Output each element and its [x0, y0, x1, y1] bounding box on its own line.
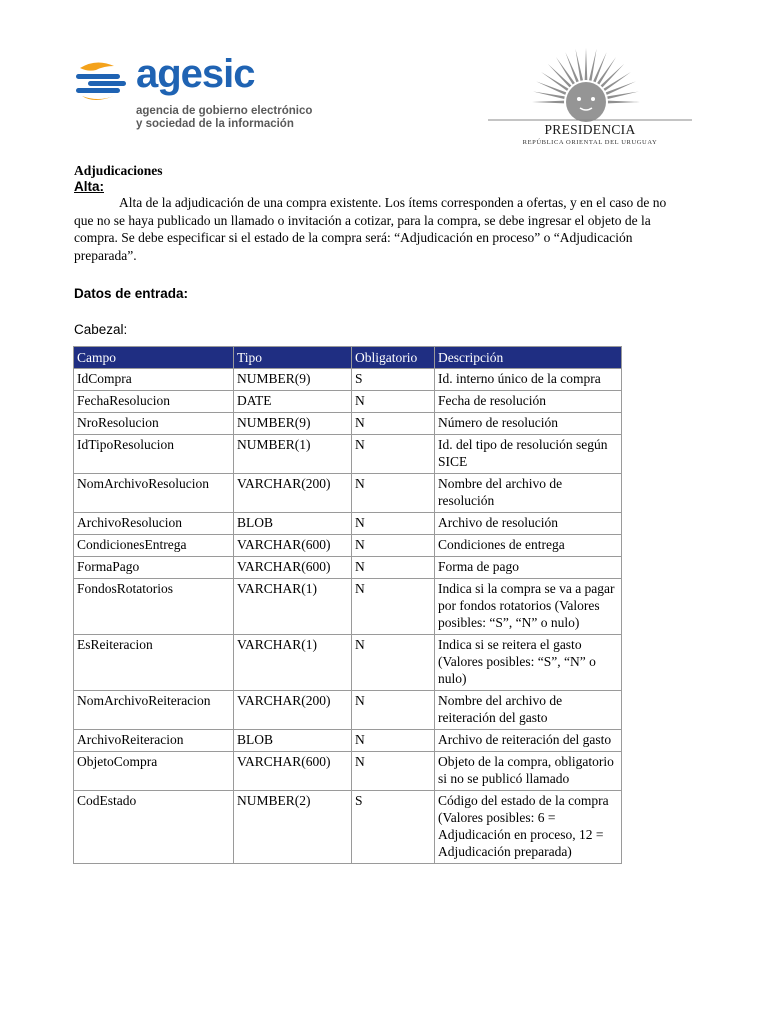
cell-tipo: VARCHAR(1) — [234, 635, 352, 691]
cell-obligatorio: N — [352, 635, 435, 691]
cell-campo: NomArchivoResolucion — [74, 474, 234, 513]
agesic-tagline-line1: agencia de gobierno electrónico — [136, 105, 313, 117]
cell-tipo: VARCHAR(200) — [234, 474, 352, 513]
cell-obligatorio: N — [352, 752, 435, 791]
cell-descripcion: Objeto de la compra, obligatorio si no se publicó llamado — [435, 752, 622, 791]
cell-tipo: NUMBER(2) — [234, 791, 352, 864]
agesic-logo — [74, 52, 324, 136]
cell-obligatorio: N — [352, 691, 435, 730]
table-body — [74, 369, 622, 864]
cell-descripcion: Indica si se reitera el gasto (Valores posibles: “S”, “N” o nulo) — [435, 635, 622, 691]
table-row — [74, 635, 622, 691]
table-row — [74, 391, 622, 413]
presidencia-subtitle: REPÚBLICA ORIENTAL DEL URUGUAY — [522, 139, 658, 146]
document-title: Adjudicaciones — [74, 163, 163, 178]
cell-obligatorio: N — [352, 535, 435, 557]
table-row — [74, 730, 622, 752]
cell-campo: FormaPago — [74, 557, 234, 579]
cell-descripcion: Condiciones de entrega — [435, 535, 622, 557]
cell-descripcion: Código del estado de la compra (Valores posibles: 6 = Adjudicación en proceso, 12 = Adjudicación preparada) — [435, 791, 622, 864]
column-header-tipo: Tipo — [234, 347, 352, 369]
table-row — [74, 691, 622, 730]
cell-descripcion: Número de resolución — [435, 413, 622, 435]
cell-tipo: NUMBER(9) — [234, 369, 352, 391]
cell-campo: CondicionesEntrega — [74, 535, 234, 557]
cell-obligatorio: N — [352, 730, 435, 752]
intro-paragraph: Alta de la adjudicación de una compra existente. Los ítems corresponden a ofertas, y en el caso de no que no se haya publicado un llamado o invitación a cotizar, para la compra, se debe ingresar el objeto de la compra. Se debe especificar si el estado de la compra será: “Adjudicación en proceso” o “Adjudicación preparada”. — [74, 195, 667, 263]
table-caption: Cabezal: — [74, 322, 128, 337]
table-row — [74, 557, 622, 579]
cell-campo: NroResolucion — [74, 413, 234, 435]
cell-obligatorio: S — [352, 369, 435, 391]
sun-emblem-icon — [486, 44, 694, 122]
column-header-descripcion: Descripción — [435, 347, 622, 369]
cell-tipo: VARCHAR(600) — [234, 557, 352, 579]
cell-campo: IdTipoResolucion — [74, 435, 234, 474]
cell-campo: IdCompra — [74, 369, 234, 391]
cell-tipo: VARCHAR(600) — [234, 752, 352, 791]
table-header-row — [74, 347, 622, 369]
cell-tipo: VARCHAR(1) — [234, 579, 352, 635]
table-row — [74, 369, 622, 391]
cell-descripcion: Fecha de resolución — [435, 391, 622, 413]
cell-tipo: BLOB — [234, 730, 352, 752]
column-header-campo: Campo — [74, 347, 234, 369]
cell-descripcion: Indica si la compra se va a pagar por fondos rotatorios (Valores posibles: “S”, “N” o nulo) — [435, 579, 622, 635]
table-row — [74, 579, 622, 635]
fields-table — [73, 346, 622, 864]
cell-campo: NomArchivoReiteracion — [74, 691, 234, 730]
cell-campo: EsReiteracion — [74, 635, 234, 691]
cell-campo: CodEstado — [74, 791, 234, 864]
cell-tipo: NUMBER(9) — [234, 413, 352, 435]
cell-descripcion: Nombre del archivo de resolución — [435, 474, 622, 513]
cell-obligatorio: N — [352, 474, 435, 513]
cell-obligatorio: S — [352, 791, 435, 864]
cell-campo: FondosRotatorios — [74, 579, 234, 635]
agesic-logo-mark-icon — [74, 60, 130, 102]
cell-descripcion: Nombre del archivo de reiteración del gasto — [435, 691, 622, 730]
table-row — [74, 513, 622, 535]
cell-descripcion: Forma de pago — [435, 557, 622, 579]
cell-obligatorio: N — [352, 557, 435, 579]
section-subtitle: Alta: — [74, 179, 104, 194]
cell-obligatorio: N — [352, 413, 435, 435]
agesic-tagline-line2: y sociedad de la información — [136, 118, 294, 130]
cell-obligatorio: N — [352, 579, 435, 635]
table-row — [74, 413, 622, 435]
cell-obligatorio: N — [352, 435, 435, 474]
cell-tipo: NUMBER(1) — [234, 435, 352, 474]
presidencia-title: PRESIDENCIA — [544, 122, 636, 137]
table-row — [74, 752, 622, 791]
cell-obligatorio: N — [352, 513, 435, 535]
column-header-obligatorio: Obligatorio — [352, 347, 435, 369]
table-row — [74, 474, 622, 513]
presidencia-logo — [486, 44, 694, 150]
cell-descripcion: Id. del tipo de resolución según SICE — [435, 435, 622, 474]
cell-campo: ArchivoReiteracion — [74, 730, 234, 752]
cell-campo: FechaResolucion — [74, 391, 234, 413]
input-data-heading: Datos de entrada: — [74, 286, 189, 301]
cell-tipo: DATE — [234, 391, 352, 413]
cell-obligatorio: N — [352, 391, 435, 413]
table-row — [74, 791, 622, 864]
agesic-wordmark: agesic — [136, 52, 255, 96]
cell-descripcion: Archivo de resolución — [435, 513, 622, 535]
cell-descripcion: Id. interno único de la compra — [435, 369, 622, 391]
cell-tipo: VARCHAR(600) — [234, 535, 352, 557]
cell-campo: ArchivoResolucion — [74, 513, 234, 535]
cell-tipo: BLOB — [234, 513, 352, 535]
table-row — [74, 435, 622, 474]
cell-campo: ObjetoCompra — [74, 752, 234, 791]
cell-tipo: VARCHAR(200) — [234, 691, 352, 730]
table-row — [74, 535, 622, 557]
cell-descripcion: Archivo de reiteración del gasto — [435, 730, 622, 752]
